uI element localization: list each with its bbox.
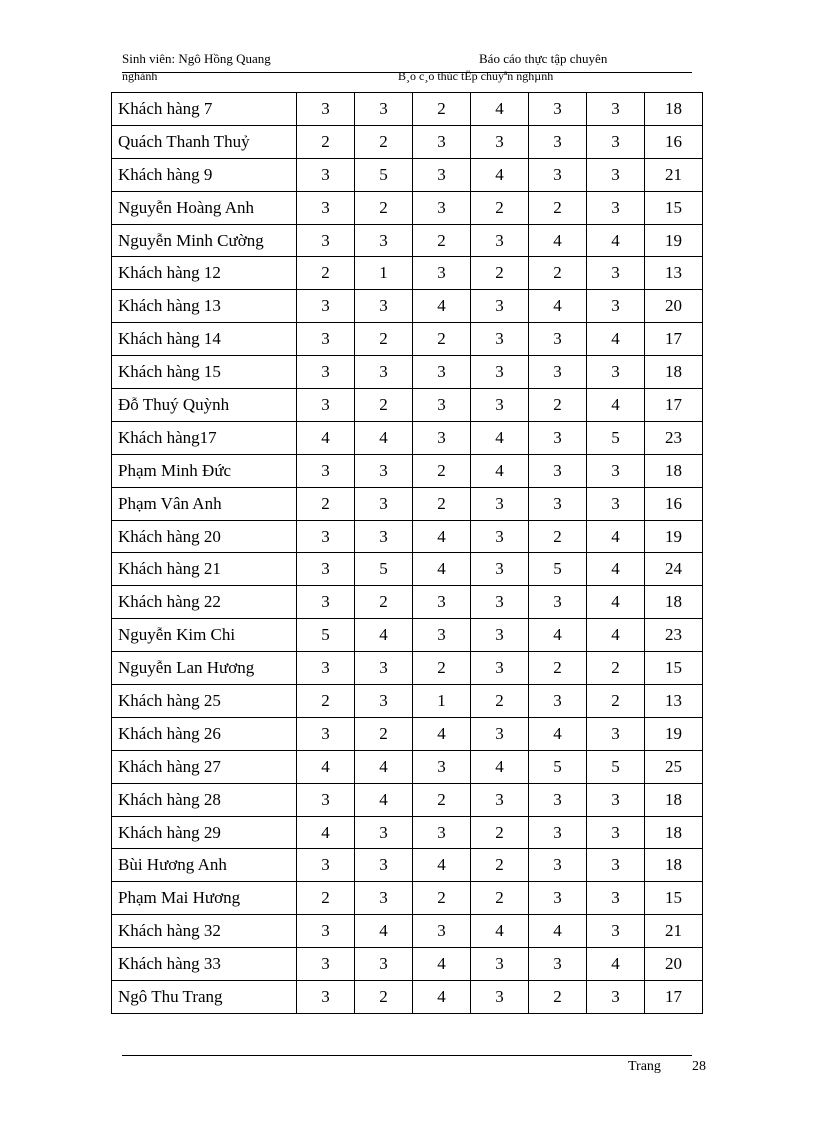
total-score-cell: 18 (645, 816, 703, 849)
customer-name-cell: Khách hàng 13 (112, 290, 297, 323)
score-cell: 3 (471, 224, 529, 257)
score-cell: 3 (355, 224, 413, 257)
score-cell: 2 (413, 323, 471, 356)
score-cell: 3 (297, 93, 355, 126)
score-cell: 3 (587, 915, 645, 948)
score-cell: 3 (529, 882, 587, 915)
score-cell: 3 (355, 520, 413, 553)
score-cell: 3 (471, 520, 529, 553)
score-cell: 3 (297, 323, 355, 356)
total-score-cell: 21 (645, 915, 703, 948)
score-cell: 4 (413, 717, 471, 750)
score-cell: 4 (587, 553, 645, 586)
score-cell: 3 (529, 93, 587, 126)
customer-name-cell: Khách hàng 25 (112, 685, 297, 718)
score-cell: 3 (587, 783, 645, 816)
table-row (112, 849, 703, 882)
score-cell: 2 (413, 93, 471, 126)
customer-name-cell: Khách hàng 12 (112, 257, 297, 290)
score-cell: 2 (413, 487, 471, 520)
total-score-cell: 20 (645, 290, 703, 323)
total-score-cell: 21 (645, 158, 703, 191)
table-row (112, 290, 703, 323)
header-divider (122, 72, 692, 73)
score-cell: 3 (413, 356, 471, 389)
table-row (112, 520, 703, 553)
score-cell: 4 (529, 224, 587, 257)
score-cell: 4 (355, 750, 413, 783)
score-cell: 3 (355, 290, 413, 323)
score-cell: 3 (297, 553, 355, 586)
customer-name-cell: Đỗ Thuý Quỳnh (112, 389, 297, 422)
score-cell: 1 (355, 257, 413, 290)
customer-name-cell: Nguyễn Minh Cường (112, 224, 297, 257)
total-score-cell: 16 (645, 125, 703, 158)
score-cell: 3 (355, 487, 413, 520)
score-cell: 3 (297, 290, 355, 323)
customer-name-cell: Khách hàng 15 (112, 356, 297, 389)
score-cell: 3 (529, 421, 587, 454)
score-cell: 2 (355, 125, 413, 158)
score-cell: 3 (355, 685, 413, 718)
table-row (112, 553, 703, 586)
score-cell: 3 (471, 290, 529, 323)
score-cell: 4 (471, 750, 529, 783)
score-cell: 4 (355, 421, 413, 454)
score-cell: 2 (471, 816, 529, 849)
score-cell: 3 (297, 948, 355, 981)
total-score-cell: 24 (645, 553, 703, 586)
score-cell: 4 (297, 816, 355, 849)
table-row (112, 652, 703, 685)
score-cell: 3 (529, 586, 587, 619)
score-cell: 4 (471, 421, 529, 454)
score-cell: 3 (587, 849, 645, 882)
score-cell: 3 (297, 652, 355, 685)
score-cell: 3 (587, 257, 645, 290)
score-cell: 4 (413, 520, 471, 553)
score-cell: 5 (297, 619, 355, 652)
score-cell: 3 (297, 224, 355, 257)
customer-name-cell: Khách hàng 32 (112, 915, 297, 948)
score-cell: 2 (297, 257, 355, 290)
score-cell: 3 (587, 717, 645, 750)
score-cell: 2 (413, 454, 471, 487)
score-cell: 4 (587, 389, 645, 422)
score-cell: 4 (529, 290, 587, 323)
customer-name-cell: Bùi Hương Anh (112, 849, 297, 882)
total-score-cell: 17 (645, 389, 703, 422)
score-cell: 3 (355, 652, 413, 685)
total-score-cell: 23 (645, 421, 703, 454)
score-cell: 4 (413, 553, 471, 586)
total-score-cell: 18 (645, 93, 703, 126)
score-cell: 3 (529, 783, 587, 816)
table-row (112, 685, 703, 718)
customer-name-cell: Khách hàng 28 (112, 783, 297, 816)
customer-name-cell: Quách Thanh Thuỷ (112, 125, 297, 158)
table-row (112, 981, 703, 1014)
score-cell: 2 (297, 882, 355, 915)
total-score-cell: 23 (645, 619, 703, 652)
customer-name-cell: Nguyễn Hoàng Anh (112, 191, 297, 224)
customer-name-cell: Phạm Mai Hương (112, 882, 297, 915)
total-score-cell: 18 (645, 849, 703, 882)
score-cell: 3 (587, 816, 645, 849)
footer-divider (122, 1055, 692, 1056)
score-cell: 3 (587, 487, 645, 520)
score-cell: 3 (529, 487, 587, 520)
score-cell: 3 (587, 93, 645, 126)
score-cell: 3 (413, 125, 471, 158)
score-cell: 4 (355, 619, 413, 652)
score-cell: 3 (355, 93, 413, 126)
score-cell: 3 (471, 783, 529, 816)
score-cell: 3 (587, 882, 645, 915)
score-cell: 3 (355, 356, 413, 389)
score-cell: 3 (529, 849, 587, 882)
score-cell: 3 (471, 553, 529, 586)
table-row (112, 224, 703, 257)
score-cell: 3 (413, 915, 471, 948)
score-cell: 2 (471, 257, 529, 290)
score-cell: 3 (529, 356, 587, 389)
score-cell: 4 (587, 948, 645, 981)
score-cell: 2 (297, 125, 355, 158)
score-cell: 2 (355, 389, 413, 422)
score-cell: 2 (529, 257, 587, 290)
score-cell: 3 (297, 981, 355, 1014)
score-cell: 3 (529, 685, 587, 718)
score-cell: 3 (355, 882, 413, 915)
total-score-cell: 15 (645, 882, 703, 915)
table-row (112, 717, 703, 750)
score-cell: 3 (529, 125, 587, 158)
customer-name-cell: Phạm Minh Đức (112, 454, 297, 487)
table-body (112, 93, 703, 1014)
score-cell: 2 (529, 389, 587, 422)
total-score-cell: 18 (645, 356, 703, 389)
score-cell: 5 (529, 553, 587, 586)
total-score-cell: 15 (645, 191, 703, 224)
score-cell: 3 (587, 158, 645, 191)
score-cell: 3 (413, 158, 471, 191)
score-cell: 3 (471, 586, 529, 619)
score-cell: 2 (413, 882, 471, 915)
score-cell: 2 (355, 717, 413, 750)
total-score-cell: 18 (645, 454, 703, 487)
score-cell: 3 (471, 125, 529, 158)
score-cell: 3 (471, 619, 529, 652)
customer-name-cell: Khách hàng 9 (112, 158, 297, 191)
score-cell: 2 (355, 586, 413, 619)
score-cell: 3 (587, 454, 645, 487)
score-cell: 4 (297, 421, 355, 454)
table-row (112, 750, 703, 783)
customer-name-cell: Phạm Vân Anh (112, 487, 297, 520)
total-score-cell: 17 (645, 323, 703, 356)
table-row (112, 158, 703, 191)
score-cell: 3 (297, 356, 355, 389)
score-cell: 4 (529, 717, 587, 750)
score-cell: 3 (355, 454, 413, 487)
score-cell: 2 (471, 849, 529, 882)
total-score-cell: 19 (645, 717, 703, 750)
score-cell: 2 (355, 981, 413, 1014)
header-garbled-title: B¸o c¸o thùc tËp chuyªn nghµnh (398, 69, 554, 83)
score-cell: 3 (529, 158, 587, 191)
customer-name-cell: Khách hàng 29 (112, 816, 297, 849)
table-row (112, 586, 703, 619)
score-cell: 3 (471, 717, 529, 750)
score-cell: 3 (413, 191, 471, 224)
score-cell: 4 (413, 290, 471, 323)
customer-name-cell: Nguyễn Kim Chi (112, 619, 297, 652)
score-cell: 3 (297, 717, 355, 750)
total-score-cell: 16 (645, 487, 703, 520)
table-row (112, 783, 703, 816)
score-cell: 5 (587, 421, 645, 454)
score-cell: 3 (413, 389, 471, 422)
score-cell: 3 (471, 981, 529, 1014)
customer-name-cell: Khách hàng 26 (112, 717, 297, 750)
footer-page-label: Trang (628, 1059, 661, 1074)
score-cell: 4 (471, 158, 529, 191)
header-report-title: Báo cáo thực tập chuyên (479, 51, 608, 66)
score-cell: 3 (413, 750, 471, 783)
customer-name-cell: Khách hàng 14 (112, 323, 297, 356)
score-cell: 3 (471, 323, 529, 356)
score-cell: 3 (413, 257, 471, 290)
table-row (112, 421, 703, 454)
customer-name-cell: Khách hàng 33 (112, 948, 297, 981)
score-cell: 1 (413, 685, 471, 718)
score-cell: 3 (587, 356, 645, 389)
score-cell: 3 (471, 652, 529, 685)
total-score-cell: 15 (645, 652, 703, 685)
score-cell: 2 (587, 652, 645, 685)
total-score-cell: 18 (645, 586, 703, 619)
score-cell: 2 (355, 323, 413, 356)
score-cell: 3 (297, 158, 355, 191)
score-cell: 3 (413, 421, 471, 454)
table-row (112, 191, 703, 224)
table-row (112, 125, 703, 158)
table-row (112, 948, 703, 981)
total-score-cell: 19 (645, 224, 703, 257)
score-cell: 3 (529, 454, 587, 487)
score-cell: 4 (471, 93, 529, 126)
customer-name-cell: Nguyễn Lan Hương (112, 652, 297, 685)
score-cell: 3 (297, 915, 355, 948)
customer-name-cell: Khách hàng 7 (112, 93, 297, 126)
score-cell: 2 (297, 685, 355, 718)
score-cell: 5 (587, 750, 645, 783)
table-row (112, 323, 703, 356)
total-score-cell: 25 (645, 750, 703, 783)
score-cell: 4 (413, 849, 471, 882)
score-cell: 4 (355, 915, 413, 948)
score-cell: 4 (471, 915, 529, 948)
footer-page-number: 28 (692, 1059, 706, 1074)
score-cell: 2 (471, 191, 529, 224)
score-cell: 2 (529, 520, 587, 553)
customer-name-cell: Ngô Thu Trang (112, 981, 297, 1014)
table-row (112, 93, 703, 126)
customer-name-cell: Khách hàng 21 (112, 553, 297, 586)
score-cell: 4 (529, 619, 587, 652)
score-cell: 3 (413, 619, 471, 652)
score-cell: 5 (355, 158, 413, 191)
score-cell: 4 (587, 520, 645, 553)
score-cell: 4 (529, 915, 587, 948)
table-row (112, 487, 703, 520)
score-cell: 4 (413, 981, 471, 1014)
score-cell: 4 (587, 224, 645, 257)
score-cell: 3 (529, 948, 587, 981)
score-cell: 3 (297, 783, 355, 816)
customer-name-cell: Khách hàng 22 (112, 586, 297, 619)
score-cell: 3 (471, 487, 529, 520)
score-cell: 2 (471, 685, 529, 718)
score-cell: 2 (529, 652, 587, 685)
header-student: Sinh viên: Ngô Hồng Quang (122, 51, 271, 66)
table-row (112, 389, 703, 422)
customer-name-cell: Khách hàng 20 (112, 520, 297, 553)
score-cell: 2 (529, 191, 587, 224)
table-row (112, 356, 703, 389)
score-cell: 4 (587, 586, 645, 619)
score-cell: 2 (413, 652, 471, 685)
score-cell: 3 (471, 948, 529, 981)
score-cell: 2 (413, 224, 471, 257)
table-row (112, 454, 703, 487)
score-cell: 3 (297, 586, 355, 619)
score-cell: 2 (587, 685, 645, 718)
score-cell: 3 (297, 454, 355, 487)
header-wrap-word: nghành (122, 69, 158, 83)
total-score-cell: 13 (645, 685, 703, 718)
score-cell: 4 (587, 619, 645, 652)
table-row (112, 816, 703, 849)
score-cell: 4 (413, 948, 471, 981)
customer-name-cell: Khách hàng17 (112, 421, 297, 454)
score-cell: 4 (355, 783, 413, 816)
customer-name-cell: Khách hàng 27 (112, 750, 297, 783)
score-cell: 3 (355, 948, 413, 981)
score-cell: 4 (297, 750, 355, 783)
score-cell: 3 (587, 125, 645, 158)
total-score-cell: 18 (645, 783, 703, 816)
score-cell: 3 (297, 849, 355, 882)
score-cell: 3 (587, 981, 645, 1014)
score-cell: 3 (529, 323, 587, 356)
score-cell: 3 (587, 191, 645, 224)
total-score-cell: 20 (645, 948, 703, 981)
score-cell: 2 (413, 783, 471, 816)
score-cell: 4 (471, 454, 529, 487)
score-cell: 3 (413, 586, 471, 619)
score-cell: 3 (297, 520, 355, 553)
score-cell: 3 (471, 356, 529, 389)
table-row (112, 882, 703, 915)
table-row (112, 257, 703, 290)
score-cell: 4 (587, 323, 645, 356)
score-cell: 3 (471, 389, 529, 422)
total-score-cell: 19 (645, 520, 703, 553)
score-cell: 5 (355, 553, 413, 586)
score-cell: 5 (529, 750, 587, 783)
score-cell: 3 (587, 290, 645, 323)
score-cell: 2 (471, 882, 529, 915)
table-row (112, 915, 703, 948)
score-cell: 2 (355, 191, 413, 224)
score-cell: 2 (529, 981, 587, 1014)
score-cell: 3 (297, 389, 355, 422)
score-cell: 2 (297, 487, 355, 520)
score-cell: 3 (529, 816, 587, 849)
score-cell: 3 (355, 849, 413, 882)
survey-score-table (111, 92, 703, 1014)
table-row (112, 619, 703, 652)
score-cell: 3 (297, 191, 355, 224)
total-score-cell: 17 (645, 981, 703, 1014)
score-cell: 3 (355, 816, 413, 849)
score-cell: 3 (413, 816, 471, 849)
total-score-cell: 13 (645, 257, 703, 290)
